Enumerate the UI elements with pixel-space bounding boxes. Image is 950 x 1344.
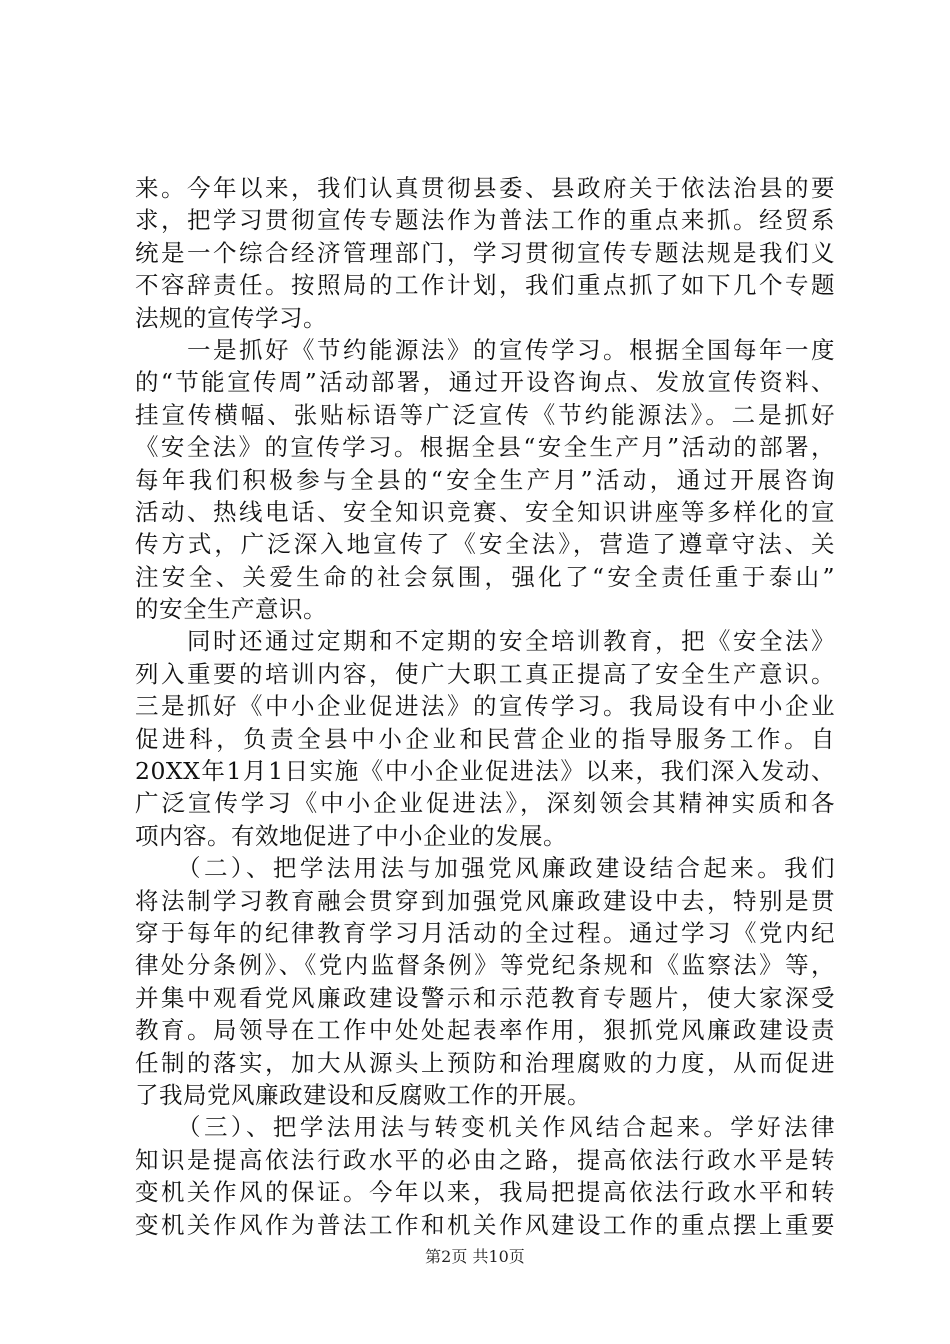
text-line: 传方式，广泛深入地宣传了《安全法》，营造了遵章守法、关 [135,530,835,559]
text-line: 不容辞责任。按照局的工作计划，我们重点抓了如下几个专题 [135,271,835,300]
text-line: 三是抓好《中小企业促进法》的宣传学习。我局设有中小企业 [135,692,835,721]
text-line: 知识是提高依法行政水平的必由之路，提高依法行政水平是转 [135,1145,835,1174]
text-line: 促进科，负责全县中小企业和民营企业的指导服务工作。自 [135,724,835,753]
text-line: 的“节能宣传周”活动部署，通过开设咨询点、发放宣传资料、 [135,368,835,397]
text-line: （三）、把学法用法与转变机关作风结合起来。学好法律 [135,1113,835,1142]
text-line: 一是抓好《节约能源法》的宣传学习。根据全国每年一度 [135,335,835,364]
text-line: 挂宣传横幅、张贴标语等广泛宣传《节约能源法》。二是抓好 [135,400,835,429]
text-line: 变机关作风作为普法工作和机关作风建设工作的重点摆上重要 [135,1210,835,1239]
text-line: 律处分条例》、《党内监督条例》等党纪条规和《监察法》等， [135,951,835,980]
text-line: 活动、热线电话、安全知识竞赛、安全知识讲座等多样化的宣 [135,497,835,526]
text-line: （二）、把学法用法与加强党风廉政建设结合起来。我们 [135,854,835,883]
text-line: 来。今年以来，我们认真贯彻县委、县政府关于依法治县的要 [135,174,835,202]
text-line: 穿于每年的纪律教育学习月活动的全过程。通过学习《党内纪 [135,918,835,947]
text-line: 并集中观看党风廉政建设警示和示范教育专题片，使大家深受 [135,983,835,1012]
text-line: 求，把学习贯彻宣传专题法作为普法工作的重点来抓。经贸系 [135,206,835,235]
text-line: 变机关作风的保证。今年以来，我局把提高依法行政水平和转 [135,1178,835,1207]
text-line: 任制的落实，加大从源头上预防和治理腐败的力度，从而促进 [135,1048,835,1077]
text-line: 教育。局领导在工作中处处起表率作用，狠抓党风廉政建设责 [135,1016,835,1045]
text-line: 了我局党风廉政建设和反腐败工作的开展。 [135,1080,591,1109]
text-line: 的安全生产意识。 [135,595,327,624]
text-line: 统是一个综合经济管理部门，学习贯彻宣传专题法规是我们义 [135,238,835,267]
text-line: 20XX年1月1日实施《中小企业促进法》以来，我们深入发动、 [135,757,835,786]
document-body [135,172,835,1241]
page-footer: 第2页 共10页 [425,1247,525,1266]
text-line: 广泛宣传学习《中小企业促进法》，深刻领会其精神实质和各 [135,789,835,818]
text-line: 法规的宣传学习。 [135,303,327,332]
text-line: 同时还通过定期和不定期的安全培训教育，把《安全法》 [135,627,835,656]
text-line: 列入重要的培训内容，使广大职工真正提高了安全生产意识。 [135,659,835,688]
text-line: 项内容。有效地促进了中小企业的发展。 [135,821,567,850]
text-line: 每年我们积极参与全县的“安全生产月”活动，通过开展咨询 [135,465,835,494]
text-line: 《安全法》的宣传学习。根据全县“安全生产月”活动的部署， [135,433,835,462]
text-line: 将法制学习教育融会贯穿到加强党风廉政建设中去，特别是贯 [135,886,835,915]
text-line: 注安全、关爱生命的社会氛围，强化了“安全责任重于泰山” [135,562,835,591]
